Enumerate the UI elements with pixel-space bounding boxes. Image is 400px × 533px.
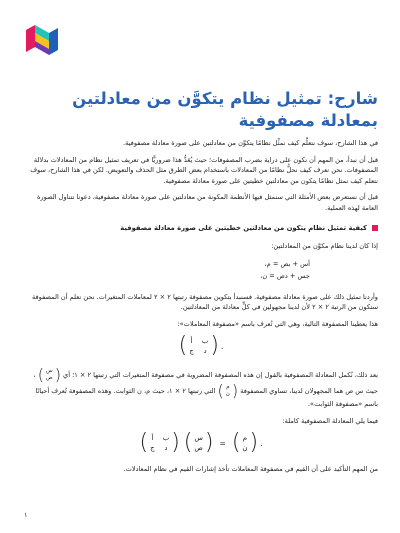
section-heading [22,223,378,233]
matrix-cell: م [226,384,230,390]
section-heading-text: كيفية تمثيل نظام يتكون من معادلتين خطيتين على صورة معادلة مصفوفية [120,224,367,232]
constants-matrix: ( م ن ) [217,381,239,400]
matrix-cell: ن [225,391,230,397]
page-number: ١ [24,511,28,519]
matrix-cell: ج [150,444,155,452]
full-matrix-equation [22,432,378,454]
after-paragraph: بعد ذلك، نُكمل المعادلة المصفوفية بالقول إن هذه المصفوفة المضروبة في مصفوفة المتغيرات التي رتبتها ٢ × ١؛ أي ( س ص ) ، حيث س ص هما المجهولان لدينا، تساوي المصفوفة ( م ن ) التي رتبتها ٢ × ١، حيث م، ن الثوابت. وهذه المصفوفة تُعرف أحيانًا باسم «مصفوفة الثوابت». [33,365,378,408]
matrix-cell: ب [162,434,170,442]
matrix-cell: ج [189,347,194,355]
represent-paragraph: وأردنا تمثيل ذلك على صورة معادلة مصفوفية. فسنبدأ بتكوين مصفوفة رتبتها ٢ × ٢ لمعاملات المتغيرات. نحن نعلم أن المصفوفة ستكون من الرتبة ٢ × ٢ لأن لدينا مجهولين في كلٍّ معادلة من المعادلتين. [32,292,378,311]
matrix-cell: ص [194,444,203,452]
period: . [220,341,224,351]
variables-matrix: ( س ص ) [37,365,61,384]
matrix-cell: ن [242,444,248,452]
matrix-cell: د [164,444,168,452]
coefficient-matrix: ( أ ب ج د ) [178,333,219,358]
variables-matrix: ( س ص ) [183,430,214,455]
before-paragraph: قبل أن نبدأ، من المهم أن نكون على دراية بضرب المصفوفات؛ حيث يُعَدُّ هذا ضروريًّا في تعريف تمثيل نظام من المعادلات بدلالة المصفوفات. نحن نعرف كيف نحلُّ نظامًا من المعادلات باستخدام بعض الطرق مثل الحذف والتعويض. لكن في هذا الشارح، سوف نتعلم كيف نمثل نظامًا يتكون من معادلتين خطيتين على صورة معادلة مصفوفية. [30,155,378,185]
matrix-cell: ب [201,337,209,345]
examples-paragraph: قبل أن نستعرض بعض الأمثلة التي سنمثل فيها الأنظمة المكونة من معادلتين على صورة معادلة مصفوفية، دعونا نتناول الصورة العامة لهذه العملية. [36,193,378,212]
suppose-paragraph: إذا كان لدينا نظام مكوَّن من المعادلتين: [271,242,378,250]
constants-matrix: ( م ن ) [231,430,259,455]
matrix-cell: د [203,347,207,355]
nagwa-logo [26,22,58,56]
system-of-equations [22,258,310,282]
equals-sign: = [219,438,226,448]
matrix-cell: ص [46,375,53,381]
period: . [260,438,263,448]
coef-intro-paragraph: هذا يعطينا المصفوفة التالية، وهي التي تُعرف باسم «مصفوفة المعاملات»: [177,319,378,328]
matrix-cell: س [45,368,53,374]
square-bullet-icon [372,225,378,231]
page-title: شارح: تمثيل نظام يتكوَّن من معادلتين بمعادلة مصفوفية [72,89,378,130]
note-paragraph: من المهم التأكيد على أن القيم في مصفوفة المعاملات تأخذ إشارات القيم في نظام المعادلات. [123,465,378,473]
matrix-cell: م [242,434,248,442]
equation-2: جس + دص = ن، [260,271,310,280]
matrix-cell: أ [190,337,193,345]
document-body [22,88,378,481]
full-intro-paragraph: فيما يلي المعادلة المصفوفية كاملة: [282,416,378,425]
matrix-cell: أ [151,434,154,442]
equation-1: أس + بص = م، [264,259,310,268]
matrix-cell: س [194,434,203,442]
coefficient-matrix: ( أ ب ج د ) [139,430,180,455]
coefficient-matrix-display [22,335,378,357]
intro-paragraph: في هذا الشارح، سوف نتعلَّم كيف نمثِّل نظامًا يتكوَّن من معادلتين على صورة معادلة مصفوفية. [123,139,378,147]
